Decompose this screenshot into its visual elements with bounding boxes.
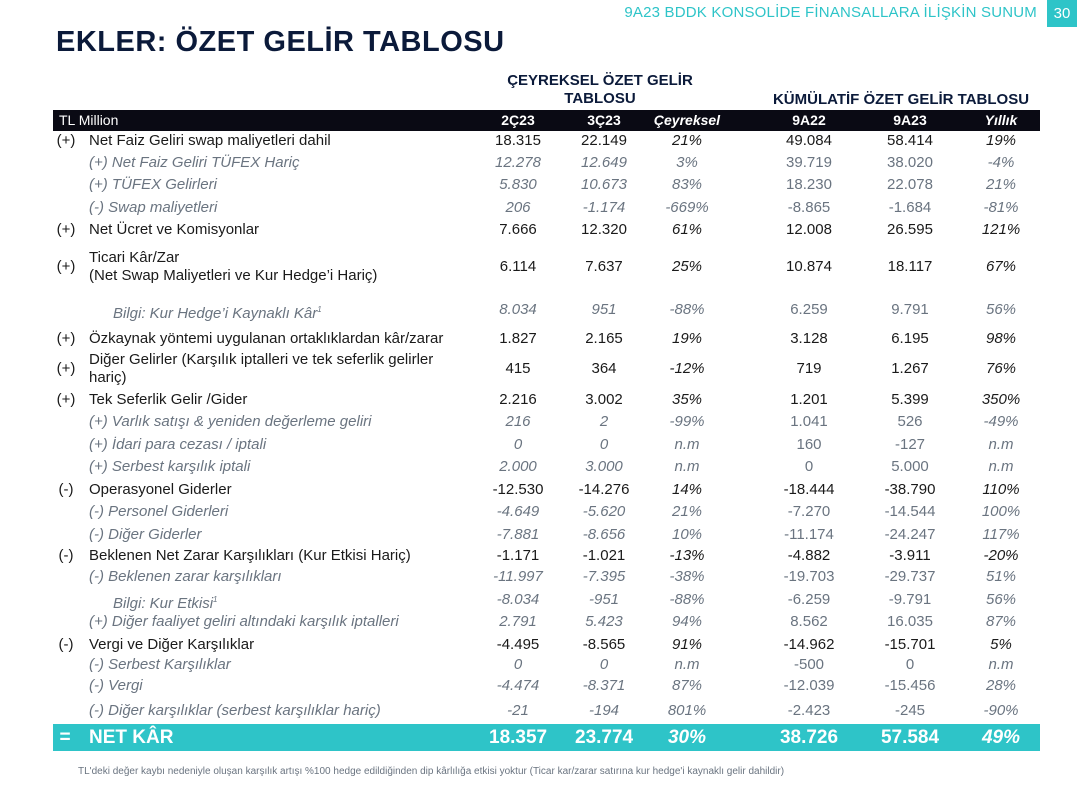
row-value: 18.315 <box>495 132 541 149</box>
row-label <box>89 526 202 544</box>
net-value: 57.584 <box>880 727 940 748</box>
row-value: 206 <box>505 199 531 216</box>
row-value: 5% <box>990 636 1012 653</box>
row-value: -194 <box>588 702 620 719</box>
row-value: 14% <box>671 481 703 498</box>
row-value: 19% <box>985 132 1017 149</box>
row-label <box>89 436 266 454</box>
row-label-text: (+) Varlık satışı & yeniden değerleme geliri <box>89 413 372 430</box>
row-label <box>89 547 411 565</box>
net-label: NET KÂR <box>89 727 174 748</box>
row-value: 350% <box>981 391 1021 408</box>
row-value: 10% <box>671 526 703 543</box>
row-label-text: Bilgi: Kur Hedge’i Kaynaklı Kâr <box>113 305 318 322</box>
row-value: -49% <box>983 413 1019 430</box>
table-header <box>53 110 1040 131</box>
row-value: n.m <box>674 458 700 475</box>
row-label-text: Tek Seferlik Gelir /Gider <box>89 391 248 408</box>
row-value: -14.544 <box>884 503 936 520</box>
row-value: -7.270 <box>787 503 831 520</box>
row-value: 94% <box>671 613 703 630</box>
row-value: -18.444 <box>783 481 835 498</box>
row-value: 160 <box>796 436 822 453</box>
row-value: 216 <box>505 413 531 430</box>
row-value: 2.000 <box>499 458 537 475</box>
row-value: -38.790 <box>884 481 936 498</box>
row-value: 28% <box>985 677 1017 694</box>
row-value: -15.456 <box>884 677 936 694</box>
row-value: 26.595 <box>887 221 933 238</box>
row-value: 3.000 <box>585 458 623 475</box>
row-value: -29.737 <box>884 568 936 585</box>
row-value: -88% <box>669 591 705 608</box>
row-value: -38% <box>669 568 705 585</box>
row-value: 6.195 <box>891 330 929 347</box>
row-value: 3.128 <box>790 330 828 347</box>
row-value: -81% <box>983 199 1019 216</box>
row-value: -8.371 <box>582 677 626 694</box>
row-value: 1.827 <box>499 330 537 347</box>
row-label-text: Beklenen Net Zarar Karşılıkları (Kur Etkisi Hariç) <box>89 547 411 564</box>
row-value: 22.149 <box>581 132 627 149</box>
net-profit-row <box>53 724 1040 751</box>
row-label-text: Operasyonel Giderler <box>89 481 232 498</box>
row-sign: (-) <box>58 636 74 653</box>
row-value: 49.084 <box>786 132 832 149</box>
row-value: -20% <box>983 547 1019 564</box>
row-value: 19% <box>671 330 703 347</box>
row-value: -5.620 <box>582 503 626 520</box>
row-value: 0 <box>599 656 609 673</box>
row-value: 8.034 <box>499 301 537 318</box>
row-value: 25% <box>671 258 703 275</box>
row-sign: (-) <box>58 481 74 498</box>
row-value: 6.259 <box>790 301 828 318</box>
row-value: 2 <box>599 413 609 430</box>
row-value: -12.530 <box>492 481 544 498</box>
row-value: 7.637 <box>585 258 623 275</box>
row-label-text: (-) Beklenen zarar karşılıkları <box>89 568 282 585</box>
net-value: 38.726 <box>779 727 839 748</box>
row-value: 16.035 <box>887 613 933 630</box>
row-value: 121% <box>981 221 1021 238</box>
row-value: -12% <box>669 360 705 377</box>
footnote-marker: 1 <box>317 305 322 314</box>
row-label <box>89 132 331 150</box>
row-label-line2: hariç) <box>89 369 127 386</box>
row-value: 56% <box>985 301 1017 318</box>
row-value: -15.701 <box>884 636 936 653</box>
row-value: 5.830 <box>499 176 537 193</box>
row-value: 6.114 <box>499 258 537 275</box>
row-value: n.m <box>674 656 700 673</box>
row-label-text: Bilgi: Kur Etkisi <box>113 595 214 612</box>
row-value: 1.201 <box>790 391 828 408</box>
row-value: 0 <box>599 436 609 453</box>
row-value: 8.562 <box>790 613 828 630</box>
row-value: 18.117 <box>887 258 933 275</box>
row-value: -14.276 <box>578 481 630 498</box>
row-value: 39.719 <box>786 154 832 171</box>
row-value: 0 <box>905 656 915 673</box>
row-sign: (+) <box>56 360 76 377</box>
row-label-text: Net Faiz Geliri swap maliyetleri dahil <box>89 132 331 149</box>
row-label <box>89 413 372 431</box>
row-label-text: (+) Net Faiz Geliri TÜFEX Hariç <box>89 154 300 171</box>
row-label <box>113 301 322 323</box>
row-value: 98% <box>985 330 1017 347</box>
row-sign: (+) <box>56 258 76 275</box>
row-value: 3% <box>676 154 698 171</box>
quarterly-group-header: ÇEYREKSEL ÖZET GELİR TABLOSU <box>507 72 693 107</box>
row-value: 21% <box>985 176 1017 193</box>
row-label-line2: (Net Swap Maliyetleri ve Kur Hedge’i Hariç) <box>89 267 378 284</box>
row-value: 12.320 <box>581 221 627 238</box>
net-value: 49% <box>981 727 1021 748</box>
row-value: 0 <box>804 458 814 475</box>
row-sign: (-) <box>58 547 74 564</box>
row-value: 67% <box>985 258 1017 275</box>
row-value: 5.399 <box>891 391 929 408</box>
row-value: -8.565 <box>582 636 626 653</box>
row-value: -24.247 <box>884 526 936 543</box>
row-label <box>89 613 399 631</box>
row-label-text: (-) Serbest Karşılıklar <box>89 656 231 673</box>
row-value: -4.495 <box>496 636 540 653</box>
row-value: 12.649 <box>581 154 627 171</box>
row-value: -99% <box>669 413 705 430</box>
row-label-text: (-) Diğer Giderler <box>89 526 202 543</box>
row-sign: (+) <box>56 330 76 347</box>
row-value: 5.000 <box>891 458 929 475</box>
row-value: 100% <box>981 503 1021 520</box>
row-label-text: Vergi ve Diğer Karşılıklar <box>89 636 255 653</box>
presentation-subtitle: 9A23 BDDK KONSOLİDE FİNANSALLARA İLİŞKİN SUNUM <box>624 4 1037 21</box>
row-value: 719 <box>796 360 822 377</box>
row-label <box>89 568 282 586</box>
row-value: 12.008 <box>786 221 832 238</box>
row-sign: (+) <box>56 391 76 408</box>
row-label-text: (-) Personel Giderleri <box>89 503 229 520</box>
row-value: 10.673 <box>581 176 627 193</box>
row-value: n.m <box>988 656 1014 673</box>
row-value: 12.278 <box>495 154 541 171</box>
row-value: -11.997 <box>493 568 543 585</box>
page-title: EKLER: ÖZET GELİR TABLOSU <box>56 26 505 58</box>
cumulative-group-header: KÜMÜLATİF ÖZET GELİR TABLOSU <box>772 91 1030 108</box>
row-sign: (+) <box>56 221 76 238</box>
row-value: -951 <box>588 591 620 608</box>
row-value: 951 <box>591 301 617 318</box>
unit-label: TL Million <box>59 112 119 128</box>
row-value: -6.259 <box>787 591 831 608</box>
row-value: 83% <box>671 176 703 193</box>
row-label <box>89 199 217 217</box>
col-9a22: 9A22 <box>792 112 826 128</box>
row-value: 87% <box>671 677 703 694</box>
row-value: 76% <box>985 360 1017 377</box>
row-label <box>89 636 254 654</box>
row-value: 21% <box>671 132 703 149</box>
row-value: -245 <box>894 702 926 719</box>
row-value: -8.865 <box>787 199 831 216</box>
row-value: 56% <box>985 591 1017 608</box>
row-value: -4% <box>987 154 1015 171</box>
row-label <box>89 221 259 239</box>
row-value: -669% <box>665 199 709 216</box>
col-2q23: 2Ç23 <box>501 112 535 128</box>
row-label-text: (+) Serbest karşılık iptali <box>89 458 251 475</box>
row-value: -21 <box>507 702 529 719</box>
row-value: 3.002 <box>585 391 623 408</box>
col-yearly: Yıllık <box>984 112 1018 128</box>
row-label <box>89 176 217 194</box>
row-value: -9.791 <box>888 591 932 608</box>
row-value: 10.874 <box>786 258 832 275</box>
row-value: -2.423 <box>787 702 831 719</box>
page-number: 30 <box>1047 0 1077 27</box>
row-value: 0 <box>513 436 523 453</box>
row-value: 38.020 <box>887 154 933 171</box>
row-value: 0 <box>513 656 523 673</box>
row-sign: (+) <box>56 132 76 149</box>
row-label <box>89 656 231 674</box>
row-label-text: Net Ücret ve Komisyonlar <box>89 221 260 238</box>
row-value: 21% <box>671 503 703 520</box>
row-label-text: Diğer Gelirler (Karşılık iptalleri ve tek seferlik gelirler <box>89 351 434 368</box>
row-value: -1.171 <box>496 547 540 564</box>
row-label <box>89 351 433 387</box>
row-value: 1.041 <box>790 413 828 430</box>
row-value: 18.230 <box>786 176 832 193</box>
footnote-marker: 1 <box>213 595 218 604</box>
row-value: -1.021 <box>582 547 626 564</box>
row-label <box>89 677 143 695</box>
row-value: -8.656 <box>582 526 626 543</box>
col-3q23: 3Ç23 <box>587 112 621 128</box>
row-value: -7.881 <box>496 526 540 543</box>
row-value: 801% <box>667 702 707 719</box>
row-value: -12.039 <box>783 677 835 694</box>
row-value: -500 <box>793 656 825 673</box>
row-value: -11.174 <box>784 526 834 543</box>
row-value: -127 <box>894 436 926 453</box>
row-value: -90% <box>983 702 1019 719</box>
row-value: 2.216 <box>499 391 537 408</box>
net-sign: = <box>59 727 71 748</box>
row-value: 415 <box>505 360 531 377</box>
row-label <box>89 330 443 348</box>
row-label <box>89 702 381 720</box>
col-quarterly: Çeyreksel <box>653 112 721 128</box>
row-label-text: Ticari Kâr/Zar <box>89 249 180 266</box>
row-value: 364 <box>591 360 617 377</box>
row-label-text: (+) TÜFEX Gelirleri <box>89 176 217 193</box>
row-value: -13% <box>669 547 705 564</box>
row-value: 22.078 <box>887 176 933 193</box>
row-value: 9.791 <box>891 301 929 318</box>
row-value: 7.666 <box>499 221 537 238</box>
row-value: 526 <box>897 413 923 430</box>
row-label <box>113 591 217 613</box>
row-label-text: (+) Diğer faaliyet geliri altındaki karşılık iptalleri <box>89 613 399 630</box>
row-value: -3.911 <box>889 547 931 564</box>
row-value: -4.882 <box>787 547 831 564</box>
row-value: -7.395 <box>582 568 626 585</box>
row-label <box>89 249 377 285</box>
row-value: -88% <box>669 301 705 318</box>
row-value: -19.703 <box>783 568 835 585</box>
row-value: n.m <box>988 436 1014 453</box>
row-label <box>89 481 232 499</box>
row-label-text: (-) Swap maliyetleri <box>89 199 218 216</box>
row-value: n.m <box>674 436 700 453</box>
footnote: TL'deki değer kaybı nedeniyle oluşan karşılık artışı %100 hedge edildiğinden dip kârlılığa etkisi yoktur (Ticar kar/zarar satırına kur hedge'i kaynaklı gelir dahildir) <box>78 766 785 777</box>
row-value: 58.414 <box>887 132 933 149</box>
net-value: 23.774 <box>575 727 634 748</box>
row-label-text: Özkaynak yöntemi uygulanan ortaklıklardan kâr/zarar <box>89 330 444 347</box>
row-value: -1.684 <box>888 199 932 216</box>
row-value: 61% <box>671 221 703 238</box>
row-value: -1.174 <box>582 199 626 216</box>
row-value: 91% <box>671 636 703 653</box>
row-label <box>89 391 247 409</box>
row-value: 117% <box>982 526 1020 543</box>
col-9a23: 9A23 <box>893 112 927 128</box>
row-value: -8.034 <box>496 591 540 608</box>
row-value: 110% <box>982 481 1020 498</box>
row-value: n.m <box>988 458 1014 475</box>
row-value: -14.962 <box>783 636 835 653</box>
row-label <box>89 503 228 521</box>
row-label-text: (-) Diğer karşılıklar (serbest karşılıklar hariç) <box>89 702 381 719</box>
row-label-text: (+) İdari para cezası / iptali <box>89 436 267 453</box>
row-value: 87% <box>985 613 1017 630</box>
row-value: 35% <box>671 391 703 408</box>
net-value: 18.357 <box>489 727 548 748</box>
row-value: 1.267 <box>891 360 929 377</box>
row-label-text: (-) Vergi <box>89 677 143 694</box>
row-value: 2.791 <box>499 613 537 630</box>
row-value: -4.474 <box>496 677 540 694</box>
net-value: 30% <box>667 727 707 748</box>
row-value: -4.649 <box>496 503 540 520</box>
row-value: 2.165 <box>585 330 623 347</box>
row-label <box>89 458 250 476</box>
row-label <box>89 154 299 172</box>
row-value: 5.423 <box>585 613 623 630</box>
row-value: 51% <box>985 568 1017 585</box>
